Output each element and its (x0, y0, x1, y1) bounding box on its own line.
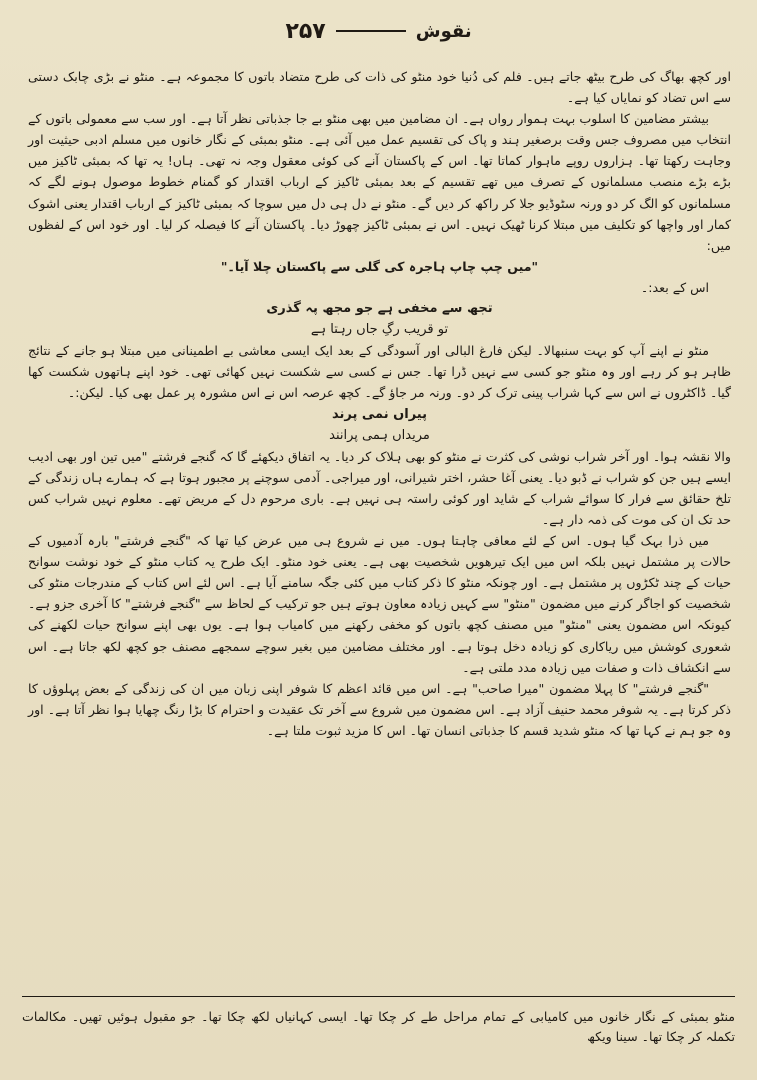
quote-line: "میں چپ چاپ ہاجرہ کی گلی سے پاکستان چلا آیا۔" (220, 258, 539, 274)
page-number: ۲۵۷ (285, 18, 326, 44)
paragraph-4: والا نقشہ ہوا۔ اور آخر شراب نوشی کی کثرت نے منٹو کو بھی ہلاک کر دیا۔ یہ اتفاق دیکھئے گا کہ گنجے فرشتے "میں تین اور بھی ادیب ایسے ہیں جن کو شراب نے ڈبو دیا۔ یعنی آغا حشر، اختر شیرانی، اور میراجی۔ آدمی سوچنے پر مجبور ہوتا ہے کہ ہمارے ہاں زندگی کے تلخ حقائق سے فرار کا سوائے شراب کے شاید اور کوئی راستہ ہی نہیں ہے۔ باری مرحوم دل کے مریض تھے۔ معلوم نہیں شراب کس حد تک ان کی موت کی ذمہ دار ہے۔ (27, 448, 731, 527)
verse-1-line-1: تجھ سے مخفی ہے جو مجھ پہ گذری (266, 301, 493, 317)
footnote (22, 996, 735, 1047)
main-text (28, 66, 731, 741)
after-label: اس کے بعد:۔ (640, 279, 709, 295)
header-rule (336, 30, 406, 32)
paragraph-3: منٹو نے اپنے آپ کو بہت سنبھالا۔ لیکن فارغ البالی اور آسودگی کے بعد ایک ایسی معاشی بے اطمینانی میں مبتلا ہو جانے کے نتائج ظاہر ہو کر رہے اور وہ منٹو جو کسی سے نہیں ڈرا تھا۔ جس نے کسی سے شکست نہیں کھائی تھی۔ خود اپنے ہاتھوں شکست کھا گیا۔ ڈاکٹروں نے اس سے کہا شراب پینی ترک کر دو۔ ورنہ مر جاؤ گے۔ کچھ عرصہ اس نے اس مشورہ پر عمل بھی کیا۔ لیکن:۔ (28, 343, 731, 401)
verse-2-line-1: پیراں نمی پرند (332, 406, 427, 422)
paragraph-2: بیشتر مضامین کا اسلوب بہت ہموار رواں ہے۔ ان مضامین میں بھی منٹو بے جا جذباتی نظر آتا ہے۔ اور سب سے معمولی باتوں کے انتخاب میں مصروف جس وقت برصغیر ہند و پاک کی تقسیم عمل میں آئی ہے۔ منٹو بمبئی کے نگار خانوں میں مسلم ادبی حیثیت اور وجاہت رکھتا تھا۔ ہزاروں روپے ماہوار کماتا تھا۔ اس کے پاکستان آنے کی کوئی معقول وجہ نہ تھی۔ ہاں! یہ تھا کہ بمبئی ٹاکیز میں بڑے بڑے منصب مسلمانوں کے تصرف میں تھے تقسیم کے بعد بمبئی ٹاکیز کے ارباب اقتدار کو گمنام خطوط موصول ہونے لگے کہ مسلمانوں کو الگ کر دو ورنہ سٹوڈیو جلا کر راکھ کر دیں گے۔ منٹو نے دل ہی دل میں سوچا کہ بمبئی ٹاکیز کے ارباب اقتدار یعنی اشوک کمار اور واچھا کو تکلیف میں مبتلا کرنا ٹھیک نہیں۔ اس نے بمبئی ٹاکیز چھوڑ دیا۔ پاکستان آنے کا فیصلہ کر لیا۔ اور خود اس کے لفظوں میں: (28, 111, 731, 253)
paragraph-6: "گنجے فرشتے" کا پہلا مضمون "میرا صاحب" ہے۔ اس میں قائد اعظم کا شوفر اپنی زبان میں ان کی زندگی کے بعض پہلوؤں کا ذکر کرتا ہے۔ یہ شوفر محمد حنیف آزاد ہے۔ اس مضمون میں شروع سے آخر تک عقیدت و احترام کا بڑا رنگ چھایا ہوا نظر آتا ہے۔ اور وہ جو ہم نے کہا تھا کہ منٹو شدید قسم کا جذباتی انسان تھا۔ اس کا مزید ثبوت ملتا ہے۔ (28, 680, 731, 738)
verse-2-line-2: مریداں ہمی پرانند (329, 427, 430, 443)
paragraph-1: اور کچھ بھاگ کی طرح بیٹھ جاتے ہیں۔ فلم کی دُنیا خود منٹو کی ذات کی طرح متضاد باتوں کا مجموعہ ہے۔ منٹو نے بڑی چابک دستی سے اس تضاد کو نمایاں کیا ہے۔ (28, 69, 731, 106)
journal-title: نقوش (415, 20, 472, 42)
page-header (0, 14, 757, 48)
footnote-text: منٹو بمبئی کے نگار خانوں میں کامیابی کے تمام مراحل طے کر چکا تھا۔ ایسی کہانیاں لکھ چکا تھا۔ جو مقبول ہوئیں تھیں۔ مکالمات تکملہ کر چکا تھا۔ سینا ویکھ (22, 1009, 735, 1044)
paragraph-5: میں ذرا بہک گیا ہوں۔ اس کے لئے معافی چاہتا ہوں۔ میں نے شروع ہی میں عرض کیا تھا کہ "گنجے فرشتے" بارہ آدمیوں کے حالات پر مشتمل نہیں بلکہ اس میں ایک تیرھویں شخصیت بھی ہے۔ یعنی خود منٹو۔ ایک طرح یہ کتاب منٹو کے خود نوشت سوانح حیات کے چند ٹکڑوں پر مشتمل ہے۔ اور چونکہ منٹو کا ذکر کتاب میں کئی جگہ سامنے آیا ہے۔ اس لئے اس کتاب کے مندرجات منٹو کی شخصیت کو اجاگر کرنے میں مضمون "منٹو" سے کہیں زیادہ معاون ہوتے ہیں جو ترکیب کے لحاظ سے "گنجے فرشتے" کا آخری جزو ہے۔ کیونکہ اس مضمون یعنی "منٹو" میں مصنف کچھ باتوں کو مخفی رکھنے میں کامیاب ہوا ہے۔ یوں بھی اپنے سوانح حیات لکھنے کی شعوری کوشش میں ریاکاری کو زیادہ دخل ہوتا ہے۔ اور مختلف مضامین میں بغیر سوچے سمجھے مصنف جو کچھ لکھ جاتا ہے۔ اس سے انکشاف ذات و صفات میں زیادہ مدد ملتی ہے۔ (28, 533, 731, 675)
verse-1-line-2: تو قریب رگِ جاں رہتا ہے (310, 322, 449, 338)
